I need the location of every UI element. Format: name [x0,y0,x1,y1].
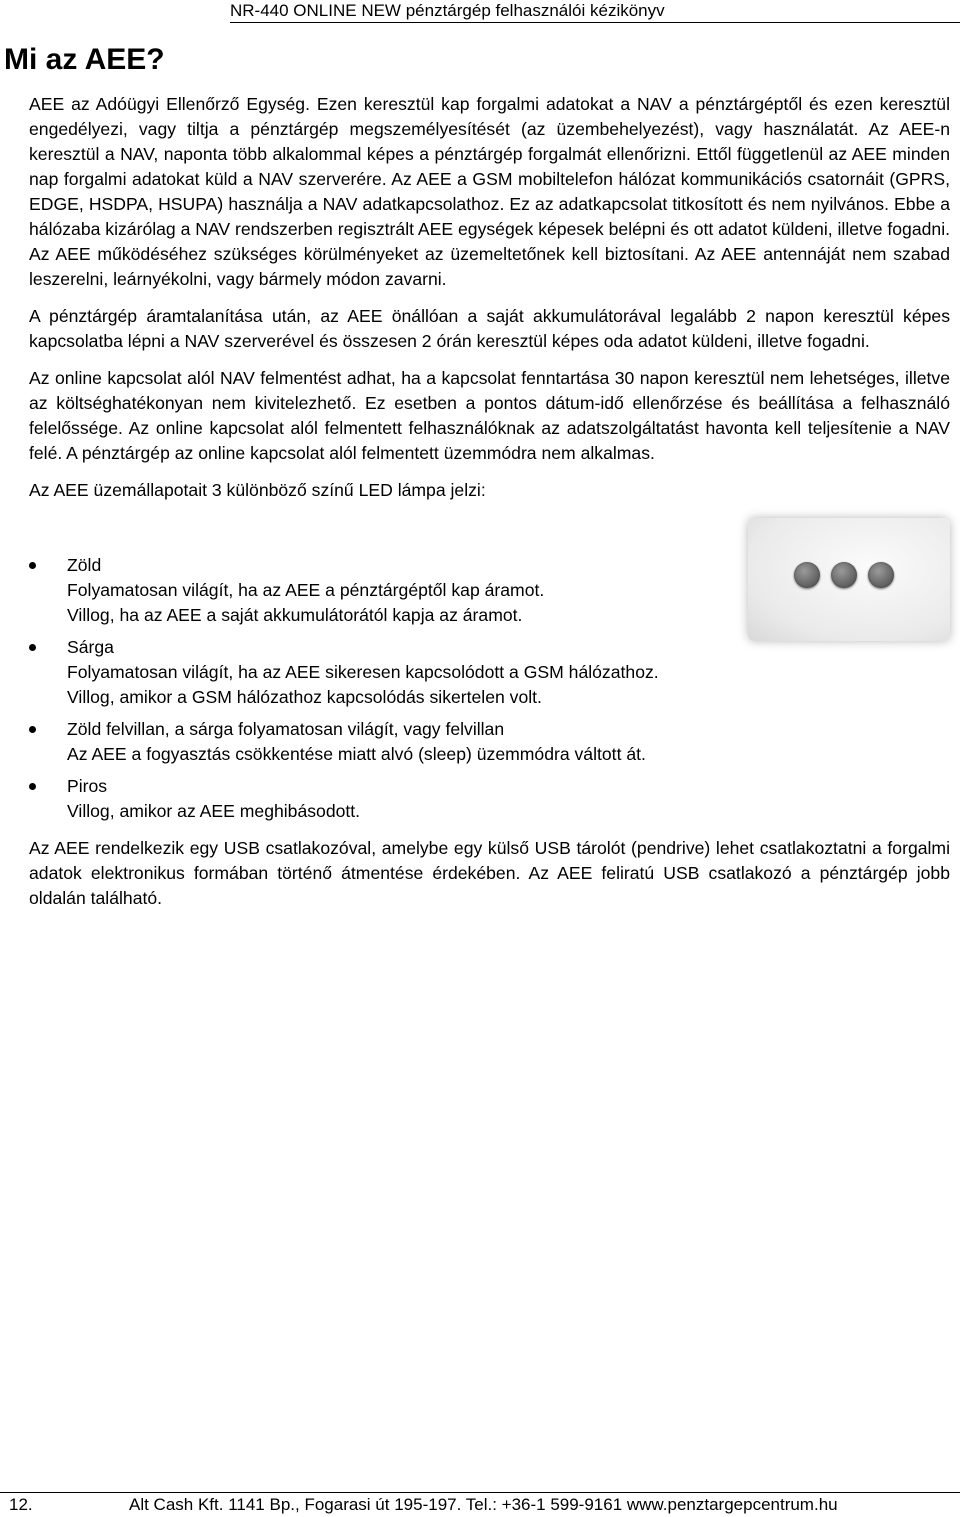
led-state-list [29,553,950,831]
led-state-line: Folyamatosan világít, ha az AEE sikeresen kapcsolódott a GSM hálózathoz. [67,662,659,682]
bullet-icon [29,644,36,651]
page-content [29,92,950,923]
paragraph-led-intro: Az AEE üzemállapotait 3 különböző színű LED lámpa jelzi: [29,480,486,500]
section-title: Mi az AEE? [4,43,165,76]
led-state-name: Zöld [67,555,102,575]
running-header: NR-440 ONLINE NEW pénztárgép felhasználói kézikönyv [230,0,960,23]
bullet-icon [29,783,36,790]
led-state-line: Villog, amikor az AEE meghibásodott. [67,801,361,821]
led-state-line: Folyamatosan világít, ha az AEE a pénztárgéptől kap áramot. [67,580,545,600]
footer-contact: Alt Cash Kft. 1141 Bp., Fogarasi út 195-197. Tel.: +36-1 599-9161 www.penztargepcentrum.hu [129,1495,838,1514]
bullet-icon [29,562,36,569]
paragraph-usb: Az AEE rendelkezik egy USB csatlakozóval, amelybe egy külső USB tárolót (pendrive) lehet csatlakoztatni a forgalmi adatok elektronikus formában történő átmentése érdekében. Az AEE feliratú USB csatlakozó a pénztárgép jobb oldalán található. [29,838,950,908]
led-section [29,503,950,836]
led-state-name: Zöld felvillan, a sárga folyamatosan világít, vagy felvillan [67,719,505,739]
page-number: 12. [9,1495,33,1514]
led-state-line: Villog, amikor a GSM hálózathoz kapcsolódás sikertelen volt. [67,687,542,707]
paragraph-aee-intro: AEE az Adóügyi Ellenőrző Egység. Ezen keresztül kap forgalmi adatokat a NAV a pénztárgéptől és ezen keresztül engedélyezi, vagy tiltja a pénztárgép megszemélyesítését (az üzembehelyezést), vagy használatát. Az AEE-n keresztül a NAV, naponta több alkalommal képes a pénztárgép forgalmát ellenőrizni. Ettől függetlenül az AEE minden nap forgalmi adatokat küld a NAV szerverére. Az AEE a GSM mobiltelefon hálózat kommunikációs csatornáit (GPRS, EDGE, HSDPA, HSUPA) használja a NAV adatkapcsolathoz. Ez az adatkapcsolat titkosított és nem nyilvános. Ebbe a hálózaba kizárólag a NAV rendszerben regisztrált AEE egységek képesek belépni és ott adatot küldeni, illetve fogadni. Az AEE működéséhez szükséges körülményeket az üzemeltetőnek kell biztosítani. Az AEE antennáját nem szabad leszerelni, leárnyékolni, vagy bármely módon zavarni. [29,94,950,289]
led-state-name: Piros [67,776,108,796]
led-state-line: Villog, ha az AEE a saját akkumulátorától kapja az áramot. [67,605,523,625]
paragraph-power-loss: A pénztárgép áramtalanítása után, az AEE önállóan a saját akkumulátorával legalább 2 napon keresztül képes kapcsolatba lépni a NAV szerverével és összesen 2 órán keresztül képes oda adatot küldeni, illetve fogadni. [29,306,950,351]
list-item [29,553,950,628]
list-item [29,717,950,767]
bullet-icon [29,726,36,733]
list-item [29,774,950,824]
paragraph-online-exemption: Az online kapcsolat alól NAV felmentést adhat, ha a kapcsolat fenntartása 30 napon keresztül nem lehetséges, illetve az költséghatékonyan nem kivitelezhető. Ez esetben a pontos dátum-idő ellenőrzése és beállítása a felhasználó felelőssége. Az online kapcsolat alól felmentett felhasználóknak az adatszolgáltatást havonta kell teljesítenie a NAV felé. A pénztárgép az online kapcsolat alól felmentett üzemmódra nem alkalmas. [29,368,950,463]
led-state-line: Az AEE a fogyasztás csökkentése miatt alvó (sleep) üzemmódra váltott át. [67,744,646,764]
page-footer [0,1492,960,1517]
led-state-name: Sárga [67,637,114,657]
list-item [29,635,950,710]
